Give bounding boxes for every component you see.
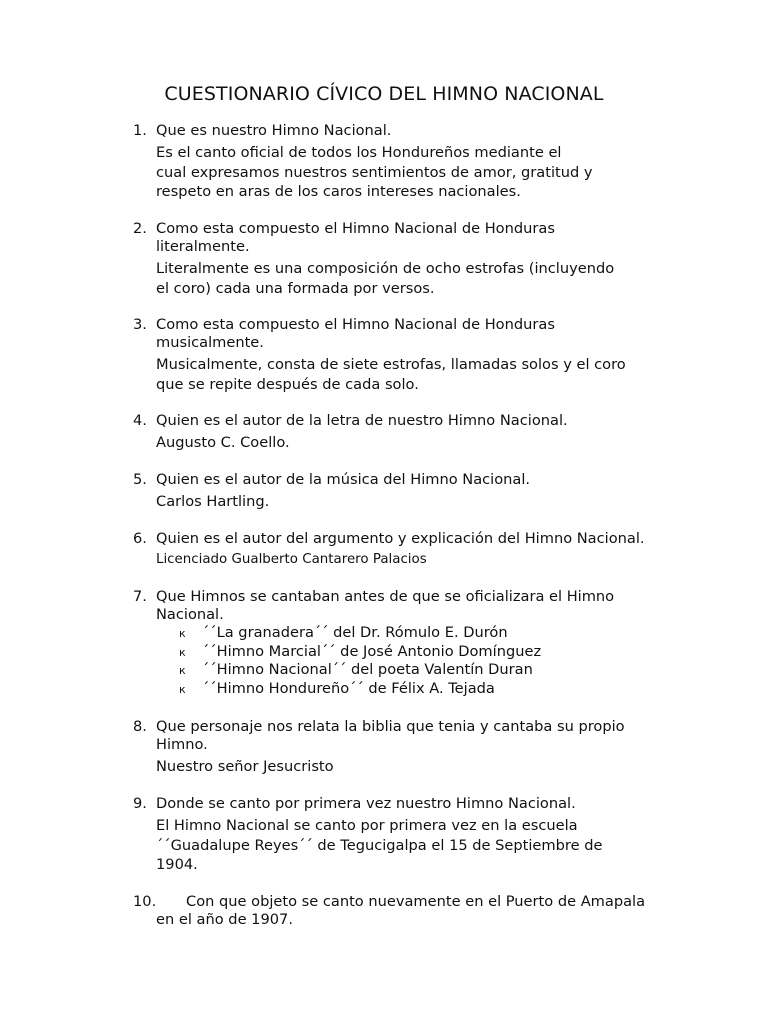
question-text: Que personaje nos relata la biblia que tenia y cantaba su propio Himno.	[156, 718, 625, 753]
question-number: 3.	[133, 316, 147, 333]
question-item	[133, 893, 693, 929]
question-item	[133, 412, 693, 453]
question-number: 1.	[133, 122, 147, 139]
list-item: к ´´Himno Marcial´´ de José Antonio Domínguez	[179, 642, 542, 660]
answer-text: El Himno Nacional se canto por primera vez en la escuela ´´Guadalupe Reyes´´ de Tegucigalpa el 15 de Septiembre de 1904.	[156, 817, 603, 873]
question-number: 5.	[133, 471, 147, 488]
question-number: 8.	[133, 718, 147, 735]
question-item	[133, 588, 693, 698]
question-text: Donde se canto por primera vez nuestro Himno Nacional.	[156, 795, 576, 812]
question-number: 6.	[133, 530, 147, 547]
question-text: Quien es el autor de la letra de nuestro Himno Nacional.	[156, 412, 568, 429]
bullet-icon: к	[179, 664, 186, 678]
list-item: к ´´Himno Nacional´´ del poeta Valentín Duran	[179, 661, 533, 679]
answer-text: Es el canto oficial de todos los Hondureños mediante el cual expresamos nuestros sentimientos de amor, gratitud y respeto en aras de los caros intereses nacionales.	[156, 144, 593, 200]
question-item	[133, 718, 693, 777]
hymn-list	[179, 624, 693, 698]
question-item	[133, 122, 693, 202]
bullet-icon: к	[179, 645, 186, 659]
question-number: 10.	[133, 893, 157, 910]
question-number: 2.	[133, 220, 147, 237]
answer-text: Literalmente es una composición de ocho estrofas (incluyendo el coro) cada una formada por versos.	[156, 260, 615, 297]
question-text: Como esta compuesto el Himno Nacional de Honduras literalmente.	[156, 220, 555, 255]
question-text: Con que objeto se canto nuevamente en el Puerto de Amapala en el año de 1907.	[156, 893, 646, 928]
list-item: к ´´Himno Hondureño´´ de Félix A. Tejada	[179, 679, 495, 697]
question-text: Que Himnos se cantaban antes de que se oficializara el Himno Nacional.	[156, 588, 615, 623]
question-text: Que es nuestro Himno Nacional.	[156, 122, 392, 139]
question-text: Quien es el autor de la música del Himno Nacional.	[156, 471, 531, 488]
answer-text: Carlos Hartling.	[156, 493, 270, 510]
answer-text: Nuestro señor Jesucristo	[156, 758, 334, 775]
bullet-icon: к	[179, 682, 186, 696]
page-title: CUESTIONARIO CÍVICO DEL HIMNO NACIONAL	[164, 83, 604, 105]
question-item	[133, 220, 693, 298]
answer-text: Musicalmente, consta de siete estrofas, llamadas solos y el coro que se repite después de cada solo.	[156, 356, 626, 393]
question-item	[133, 316, 693, 394]
question-item	[133, 530, 693, 569]
question-item	[133, 471, 693, 512]
list-item: к ´´La granadera´´ del Dr. Rómulo E. Durón	[179, 624, 508, 641]
question-text: Como esta compuesto el Himno Nacional de Honduras musicalmente.	[156, 316, 555, 351]
question-number: 4.	[133, 412, 147, 429]
question-text: Quien es el autor del argumento y explicación del Himno Nacional.	[156, 530, 645, 547]
question-number: 7.	[133, 588, 147, 605]
question-number: 9.	[133, 795, 147, 812]
answer-text: Licenciado Gualberto Cantarero Palacios	[156, 552, 427, 567]
answer-text: Augusto C. Coello.	[156, 434, 290, 451]
bullet-icon: к	[179, 627, 186, 640]
question-item	[133, 795, 693, 875]
